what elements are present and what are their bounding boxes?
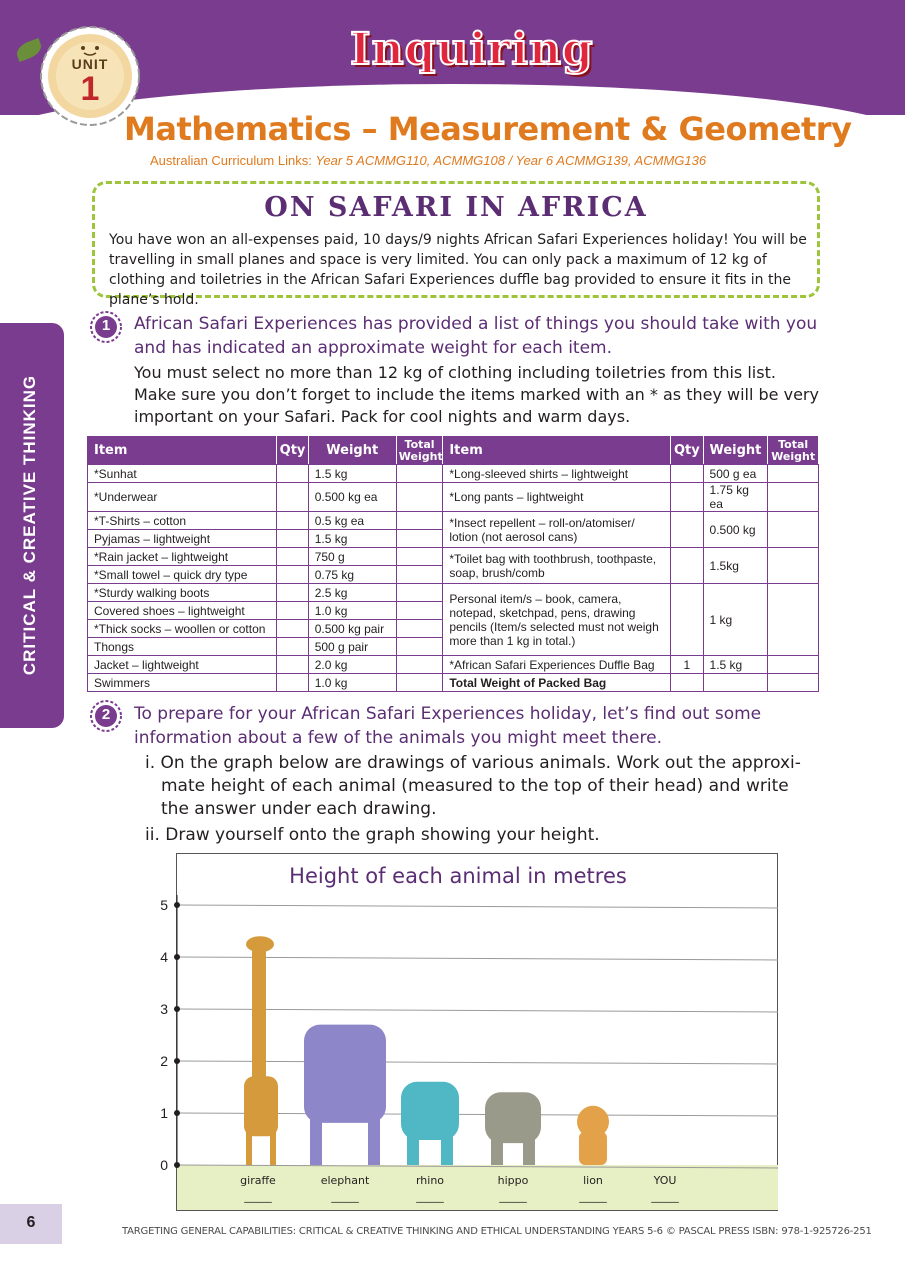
total-cell[interactable] xyxy=(768,656,819,674)
rhino-leg xyxy=(407,1132,419,1165)
total-cell[interactable] xyxy=(396,465,443,483)
unit-number: 1 xyxy=(80,70,100,108)
page-title: Mathematics – Measurement & Geometry xyxy=(124,110,852,148)
item-cell: Pyjamas – lightweight xyxy=(88,530,277,548)
question-2-badge xyxy=(90,700,122,732)
qty-cell[interactable] xyxy=(277,584,308,602)
table-row xyxy=(88,465,819,483)
qty-cell[interactable] xyxy=(277,483,308,512)
x-category-label: elephant xyxy=(320,1174,370,1187)
answer-blank: _____ xyxy=(499,1190,527,1203)
answer-blank: _____ xyxy=(579,1190,607,1203)
header-total-weight: Total Weight xyxy=(768,437,819,465)
total-cell[interactable] xyxy=(768,674,819,692)
total-cell[interactable] xyxy=(768,548,819,584)
chart-title: Height of each animal in metres xyxy=(289,864,627,888)
x-category-label: rhino xyxy=(415,1174,445,1187)
question-2-lead-line-2: information about a few of the animals you might meet there. xyxy=(134,728,662,748)
qty-cell[interactable] xyxy=(277,548,308,566)
qty-cell[interactable] xyxy=(277,656,308,674)
item-cell: *Thick socks – woollen or cotton xyxy=(88,620,277,638)
qty-cell[interactable] xyxy=(671,483,703,512)
total-cell[interactable] xyxy=(396,620,443,638)
qty-cell[interactable] xyxy=(277,530,308,548)
gridline xyxy=(177,1061,778,1064)
item-cell: Swimmers xyxy=(88,674,277,692)
question-2-item-ii: ii. Draw yourself onto the graph showing your height. xyxy=(145,825,600,845)
weight-cell: 1.0 kg xyxy=(308,674,396,692)
elephant-body xyxy=(304,1025,386,1123)
y-tick-label: 5 xyxy=(160,897,168,913)
hippo-leg xyxy=(491,1136,503,1165)
animal-height-chart xyxy=(150,853,790,1215)
item-cell: *Sunhat xyxy=(88,465,277,483)
table-header-row xyxy=(88,437,819,465)
question-1-body-line-1: You must select no more than 12 kg of clothing including toiletries from this list. xyxy=(134,363,776,382)
total-cell[interactable] xyxy=(768,584,819,656)
item-cell: *Long pants – lightweight xyxy=(443,483,671,512)
item-cell: *Small towel – quick dry type xyxy=(88,566,277,584)
y-tick-label: 1 xyxy=(160,1105,168,1121)
packing-table xyxy=(87,436,819,692)
answer-blank: _____ xyxy=(331,1190,359,1203)
weight-cell: 1.5 kg xyxy=(308,530,396,548)
lion-body xyxy=(579,1132,607,1165)
y-tick-label: 3 xyxy=(160,1001,168,1017)
header-qty: Qty xyxy=(277,437,308,465)
intro-text: You have won an all-expenses paid, 10 days/9 nights African Safari Experiences holiday! You will be travelling in small planes and space is very limited. You can only pack a maximum of 12 kg of clothing and toiletries in the African Safari Experiences duffle bag provided to ensure it fits in the plane’s hold. xyxy=(109,232,807,308)
x-category-label: YOU xyxy=(653,1174,677,1187)
item-cell: *Rain jacket – lightweight xyxy=(88,548,277,566)
qty-cell[interactable] xyxy=(277,566,308,584)
total-label-cell: Total Weight of Packed Bag xyxy=(443,674,671,692)
weight-cell: 2.5 kg xyxy=(308,584,396,602)
rhino-body xyxy=(401,1082,459,1140)
intro-title: ON SAFARI IN AFRICA xyxy=(264,192,648,223)
item-cell: *Sturdy walking boots xyxy=(88,584,277,602)
item-cell: *Toilet bag with toothbrush, toothpaste, soap, brush/comb xyxy=(443,548,671,584)
question-1-lead-line-1: African Safari Experiences has provided a list of things you should take with you xyxy=(134,314,818,334)
header-item: Item xyxy=(88,437,277,465)
weight-cell: 1.75 kg ea xyxy=(703,483,768,512)
item-cell: *African Safari Experiences Duffle Bag xyxy=(443,656,671,674)
header-qty: Qty xyxy=(671,437,703,465)
qty-cell[interactable] xyxy=(671,674,703,692)
answer-blank: _____ xyxy=(244,1190,272,1203)
x-category-label: giraffe xyxy=(240,1174,276,1187)
qty-cell[interactable] xyxy=(277,674,308,692)
elephant-leg xyxy=(368,1109,380,1165)
question-1-number: 1 xyxy=(101,317,111,334)
y-tick-label: 2 xyxy=(160,1053,168,1069)
question-2-lead-line-1: To prepare for your African Safari Experiences holiday, let’s find out some xyxy=(134,704,762,724)
x-category-label: lion xyxy=(583,1174,603,1187)
giraffe-leg xyxy=(246,1126,252,1165)
weight-cell: 0.500 kg pair xyxy=(308,620,396,638)
answer-blank: _____ xyxy=(416,1190,444,1203)
unit-label: UNIT xyxy=(71,56,109,72)
ground-band xyxy=(177,1165,778,1210)
item-cell: *Long-sleeved shirts – lightweight xyxy=(443,465,671,483)
rhino-leg xyxy=(441,1132,453,1165)
item-cell: *Underwear xyxy=(88,483,277,512)
inquiring-banner: Inquiring xyxy=(350,24,594,75)
intro-box xyxy=(92,181,820,308)
table-row xyxy=(88,483,819,512)
curriculum-prefix: Australian Curriculum Links: xyxy=(150,153,316,168)
item-cell: *Insect repellent – roll-on/atomiser/ lotion (not aerosol cans) xyxy=(443,512,671,548)
table-row xyxy=(88,584,819,602)
total-cell[interactable] xyxy=(768,465,819,483)
gridline xyxy=(177,957,778,960)
weight-cell: 1.5 kg xyxy=(308,465,396,483)
qty-cell[interactable] xyxy=(671,465,703,483)
qty-cell: 1 xyxy=(671,656,703,674)
total-cell[interactable] xyxy=(396,638,443,656)
weight-cell: 1.5 kg xyxy=(703,656,768,674)
hippo-leg xyxy=(523,1136,535,1165)
weight-cell: 1 kg xyxy=(703,584,768,656)
weight-cell: 0.500 kg ea xyxy=(308,483,396,512)
y-tick-label: 4 xyxy=(160,949,168,965)
x-category-label: hippo xyxy=(497,1174,529,1187)
header-weight: Weight xyxy=(308,437,396,465)
weight-cell: 0.500 kg xyxy=(703,512,768,548)
item-cell: Thongs xyxy=(88,638,277,656)
qty-cell[interactable] xyxy=(671,548,703,584)
footer-text: TARGETING GENERAL CAPABILITIES: CRITICAL & CREATIVE THINKING AND ETHICAL UNDERSTANDING YEARS 5-6 © PASCAL PRESS ISBN: 978-1-925726-251 xyxy=(122,1226,872,1237)
hippo-body xyxy=(485,1092,541,1143)
weight-cell: 500 g ea xyxy=(703,465,768,483)
side-tab-label: CRITICAL & CREATIVE THINKING xyxy=(20,374,39,676)
total-cell[interactable] xyxy=(396,548,443,566)
qty-cell[interactable] xyxy=(277,602,308,620)
total-cell[interactable] xyxy=(396,584,443,602)
table-row xyxy=(88,548,819,566)
question-2-item-i-line-1: i. On the graph below are drawings of various animals. Work out the approxi- xyxy=(145,753,801,773)
weight-cell: 500 g pair xyxy=(308,638,396,656)
y-tick-label: 0 xyxy=(160,1157,168,1173)
weight-cell: 0.75 kg xyxy=(308,566,396,584)
qty-cell[interactable] xyxy=(277,512,308,530)
question-2-number: 2 xyxy=(101,706,111,723)
question-2-item-i-line-2: mate height of each animal (measured to the top of their head) and write xyxy=(161,776,789,796)
header-item: Item xyxy=(443,437,671,465)
item-cell: Covered shoes – lightweight xyxy=(88,602,277,620)
curriculum-codes: Year 5 ACMMG110, ACMMG108 / Year 6 ACMMG139, ACMMG136 xyxy=(315,153,707,168)
table-row xyxy=(88,656,819,674)
weight-cell: 750 g xyxy=(308,548,396,566)
gridline xyxy=(177,905,778,908)
question-1-body-line-2: Make sure you don’t forget to include the items marked with an * as they will be very xyxy=(134,385,819,404)
weight-cell: 1.0 kg xyxy=(308,602,396,620)
weight-cell: 0.5 kg ea xyxy=(308,512,396,530)
total-cell[interactable] xyxy=(396,530,443,548)
weight-cell[interactable] xyxy=(703,674,768,692)
giraffe-bar xyxy=(252,944,266,1084)
page-number-box xyxy=(0,1204,62,1244)
giraffe-leg xyxy=(270,1126,276,1165)
qty-cell[interactable] xyxy=(277,465,308,483)
header-total-weight: Total Weight xyxy=(396,437,443,465)
question-1-lead-line-2: and has indicated an approximate weight for each item. xyxy=(134,338,613,358)
total-cell[interactable] xyxy=(768,512,819,548)
total-cell[interactable] xyxy=(396,656,443,674)
qty-cell[interactable] xyxy=(277,620,308,638)
total-cell[interactable] xyxy=(396,512,443,530)
weight-cell: 2.0 kg xyxy=(308,656,396,674)
answer-blank: _____ xyxy=(651,1190,679,1203)
curriculum-links xyxy=(150,153,790,173)
item-cell: Jacket – lightweight xyxy=(88,656,277,674)
gridline xyxy=(177,1009,778,1012)
question-1-body-line-3: important on your Safari. Pack for cool nights and warm days. xyxy=(134,407,631,426)
qty-cell[interactable] xyxy=(671,584,703,656)
elephant-leg xyxy=(310,1109,322,1165)
item-cell: Personal item/s – book, camera, notepad, sketchpad, pens, drawing pencils (Item/s selected must not weigh more than 1 kg in total.) xyxy=(443,584,671,656)
total-cell[interactable] xyxy=(768,483,819,512)
total-cell[interactable] xyxy=(396,566,443,584)
item-cell: *T-Shirts – cotton xyxy=(88,512,277,530)
giraffe-head xyxy=(246,936,274,952)
header-weight: Weight xyxy=(703,437,768,465)
total-cell[interactable] xyxy=(396,602,443,620)
weight-cell: 1.5kg xyxy=(703,548,768,584)
page-number: 6 xyxy=(26,1214,36,1231)
qty-cell[interactable] xyxy=(671,512,703,548)
question-2-item-i-line-3: the answer under each drawing. xyxy=(161,799,437,819)
qty-cell[interactable] xyxy=(277,638,308,656)
total-cell[interactable] xyxy=(396,483,443,512)
question-1-badge xyxy=(90,311,122,343)
table-row xyxy=(88,674,819,692)
table-row xyxy=(88,512,819,530)
total-cell[interactable] xyxy=(396,674,443,692)
